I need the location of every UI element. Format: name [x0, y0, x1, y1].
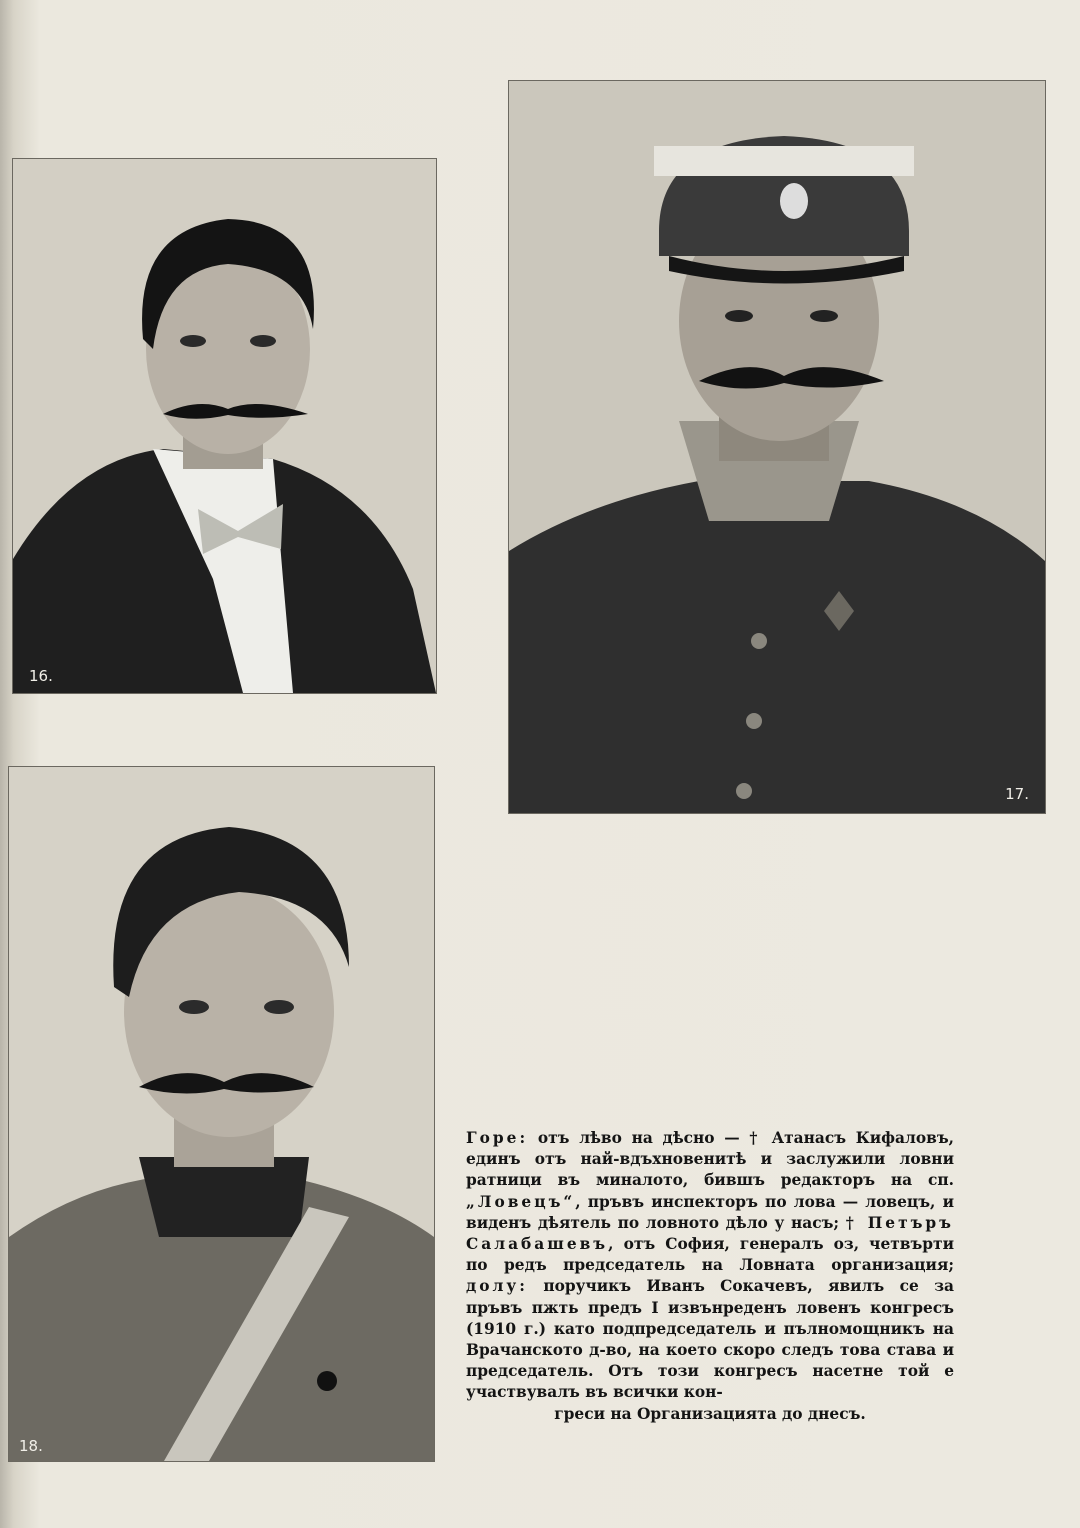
- portrait-photo-16: [12, 158, 437, 694]
- plate-number-18: 18.: [19, 1437, 43, 1455]
- caption-text-6: греси на Организацията до днесъ.: [554, 1404, 866, 1423]
- caption-text-1: отъ лѣво на дѣсно —: [528, 1129, 750, 1147]
- photo-caption: [466, 1128, 954, 1425]
- caption-text-4: , отъ София, генералъ оз, четвърти по редъ председатель на Ловната организация;: [466, 1235, 954, 1275]
- portrait-17-image: [509, 81, 1045, 813]
- plate-number-16: 16.: [29, 667, 53, 685]
- portrait-photo-17: [508, 80, 1046, 814]
- caption-name-1: † Атанасъ Кифаловъ: [749, 1129, 949, 1147]
- caption-journal-title: „Ловецъ“: [466, 1192, 576, 1211]
- caption-name-2: † Петъръ Салабашевъ: [466, 1213, 954, 1254]
- portrait-18-image: [9, 767, 434, 1461]
- plate-number-17: 17.: [1005, 785, 1029, 803]
- caption-text-2: , единъ отъ най-вдъхновенитѣ и заслужили ловни ратници въ миналото, бившъ редакторъ на сп.: [466, 1129, 955, 1190]
- caption-lead-upper: Горе:: [466, 1129, 529, 1147]
- caption-lead-lower: долу:: [466, 1277, 528, 1296]
- portrait-16-image: [13, 159, 436, 693]
- portrait-photo-18: [8, 766, 435, 1462]
- caption-text-3: , пръвъ инспекторъ по лова — ловецъ, и виденъ дѣятель по ловното дѣло у насъ;: [466, 1192, 954, 1232]
- caption-text-5: поручикъ Иванъ Сокачевъ, явилъ се за пръвъ пжть предъ I извънреденъ ловенъ конгресъ (1910 г.) като подпредседатель и пълномощникъ на Врачанското д-во, на което скоро следъ това става и председатель. Отъ този конгресъ насетне той е участвувалъ въ всички кон-: [466, 1277, 954, 1402]
